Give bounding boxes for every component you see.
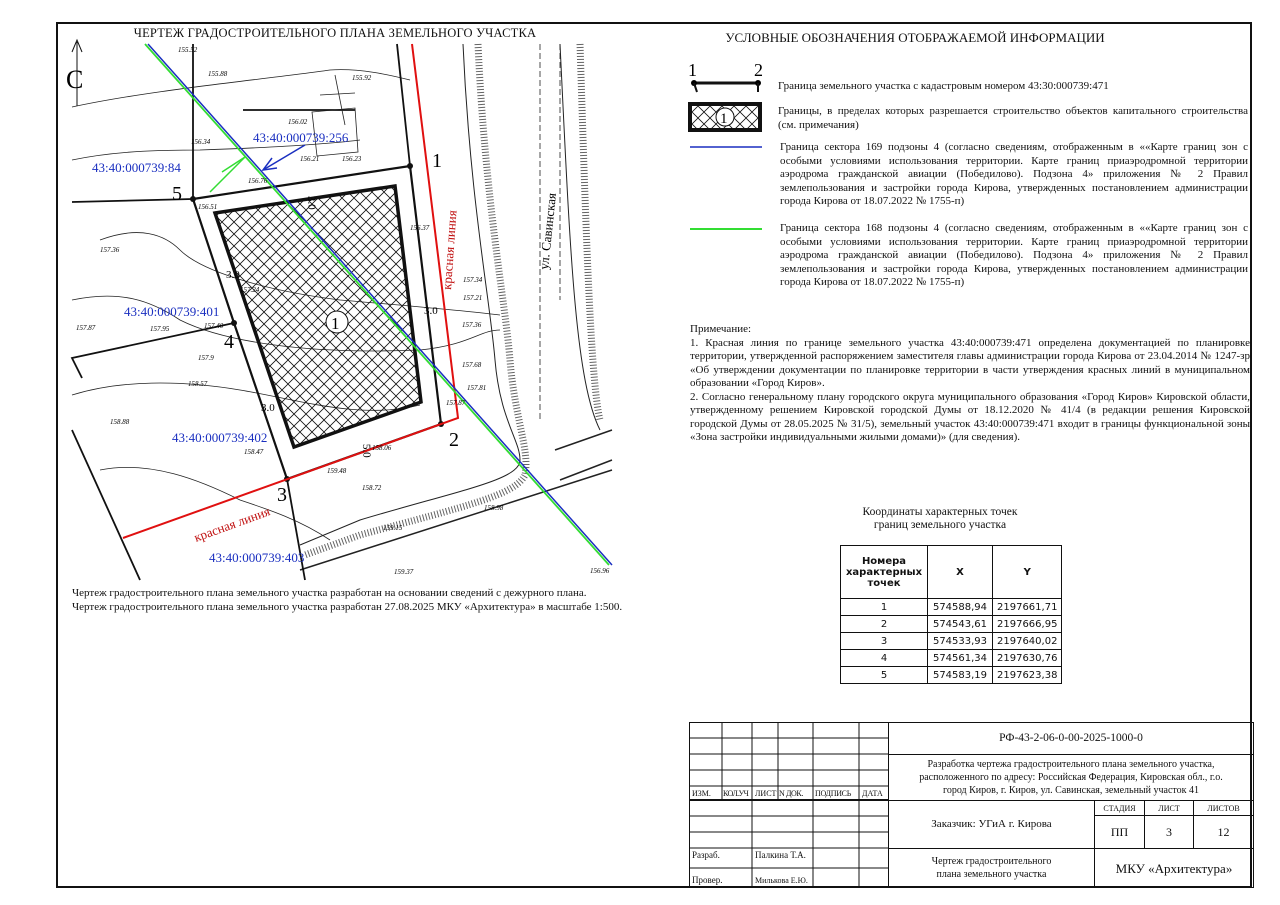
svg-text:157.68: 157.68: [462, 361, 482, 369]
svg-text:158.72: 158.72: [362, 484, 382, 492]
svg-text:157.95: 157.95: [150, 325, 170, 333]
legend-item-sector-169: Граница сектора 169 подзоны 4 (согласно сведениям, отображенным в ««Карте границ зон с особыми условиями использования территории. Карте границ приаэродромной территории аэродрома гражданской авиации (Победилово). Подзона 4» приложения № 2 Правил землепользования и застройки города Кирова, утвержденных постановлением администрации города Кирова от 18.07.2022 № 1755-п): [780, 141, 1248, 207]
table-row: 1 574588,94 2197661,71: [841, 599, 1062, 616]
svg-text:157.87: 157.87: [446, 399, 466, 407]
map-title: ЧЕРТЕЖ ГРАДОСТРОИТЕЛЬНОГО ПЛАНА ЗЕМЕЛЬНОГО УЧАСТКА: [133, 26, 537, 40]
customer: Заказчик: УГиА г. Кирова: [888, 800, 1095, 849]
svg-text:156.21: 156.21: [300, 155, 320, 163]
sheet-value: 3: [1144, 815, 1194, 849]
sector-pointer-arrows-icon: [210, 157, 245, 192]
coordinates-title: Координаты характерных точек границ земельного участка: [862, 506, 1018, 531]
project-description: Разработка чертежа градостроительного плана земельного участка, расположенного по адресу: Российская Федерация, Кировская обл., г.о. город Киров, г. Киров, ул. Савинская, земельный участок 41: [888, 754, 1254, 801]
note-2: 2. Согласно генеральному плану городского округа муниципального образования «Город Киров» Кировской области, утвержденному решением Кировской городской Думы от 18.12.2020 № 41/4 (в редакции решения Кировской городской Думы от 28.05.2025 № 31/5), земельный участок 43:40:000739:471 входит в границы функциональной зоны «Зона застройки индивидуальными жилыми домами)» (для сведения).: [690, 390, 1250, 443]
drawing-name: Чертеж градостроительного плана земельного участка: [888, 848, 1095, 888]
svg-text:2: 2: [449, 429, 459, 451]
table-row: 5 574583,19 2197623,38: [841, 667, 1062, 684]
organization: МКУ «Архитектура»: [1094, 848, 1254, 888]
svg-text:43:40:000739:401: 43:40:000739:401: [124, 304, 220, 319]
svg-text:155.52: 155.52: [178, 46, 198, 54]
zone-number: 1: [331, 314, 340, 333]
svg-text:156.37: 156.37: [410, 224, 430, 232]
svg-text:1: 1: [688, 60, 697, 80]
document-code: РФ-43-2-06-0-00-2025-1000-0: [888, 722, 1254, 755]
source-note-1: Чертеж градостроительного плана земельного участка разработан на основании сведений с дежурного плана.: [72, 587, 587, 599]
svg-text:1: 1: [720, 111, 728, 127]
svg-text:159.15: 159.15: [383, 524, 403, 532]
svg-text:155.92: 155.92: [352, 74, 372, 82]
svg-text:5: 5: [172, 183, 182, 205]
svg-text:158.06: 158.06: [372, 444, 392, 452]
sheets-value: 12: [1193, 815, 1254, 849]
checked-label: Провер.: [692, 875, 723, 885]
checked-by: Милькова Е.Ю.: [755, 876, 808, 885]
legend-item-buildable: Границы, в пределах которых разрешается строительство объектов капитального строительства (см. примечания): [778, 105, 1248, 131]
svg-text:156.02: 156.02: [288, 118, 308, 126]
svg-text:157.36: 157.36: [462, 321, 482, 329]
source-notes: [72, 586, 622, 614]
source-note-2: Чертеж градостроительного плана земельного участка разработан 27.08.2025 МКУ «Архитектура» в масштабе 1:500.: [72, 601, 623, 613]
svg-text:157.36: 157.36: [100, 246, 120, 254]
street-name: ул. Савинская: [536, 192, 560, 271]
table-header-row: Номера характерных точек X Y: [841, 546, 1062, 599]
legend-title: УСЛОВНЫЕ ОБОЗНАЧЕНИЯ ОТОБРАЖАЕМОЙ ИНФОРМАЦИИ: [725, 30, 1105, 45]
developed-by: Палкина Т.А.: [755, 850, 806, 860]
notes: [690, 323, 1250, 445]
red-line-label-2: красная линия: [191, 503, 272, 545]
svg-text:157.87: 157.87: [76, 324, 96, 332]
title-block: ИЗМ. КОЛ.УЧ ЛИСТ N ДОК. ПОДПИСЬ ДАТА Разраб. Палкина Т.А. Провер. Милькова Е.Ю. РФ-43-2-06-0-00-2025-1000-0 Разработка чертежа градостроительного плана земельного участка, расположенного по адресу: Российская Федерация, Кировская обл., г.о. город Киров, г. Киров, ул. Савинская, земельный участок 41 Заказчик: УГиА г. Кирова СТАДИЯ ЛИСТ ЛИСТОВ ПП 3 12 Чертеж градостроительного плана земельного участка МКУ «Архитектура»: [689, 722, 1254, 888]
svg-text:С: С: [66, 65, 84, 94]
svg-text:159.37: 159.37: [394, 568, 414, 576]
svg-text:4: 4: [224, 331, 234, 353]
svg-text:155.88: 155.88: [208, 70, 228, 78]
svg-text:157.24: 157.24: [240, 286, 260, 294]
legend-item-sector-168: Граница сектора 168 подзоны 4 (согласно сведениям, отображенным в ««Карте границ зон с особыми условиями использования территории. Карте границ приаэродромной территории аэродрома гражданской авиации (Победилово). Подзона 4» приложения № 2 Правил землепользования и застройки города Кирова, утвержденных постановлением администрации города Кирова от 18.07.2022 № 1755-п): [780, 222, 1248, 288]
svg-text:3.0: 3.0: [261, 402, 275, 414]
svg-text:1: 1: [432, 150, 442, 172]
svg-text:43:40:000739:403: 43:40:000739:403: [209, 550, 305, 565]
notes-title: Примечание:: [690, 323, 752, 335]
parcel-256-arrow-icon: [263, 145, 305, 170]
table-row: 3 574533,93 2197640,02: [841, 633, 1062, 650]
svg-text:158.47: 158.47: [244, 448, 264, 456]
buildable-zone-symbol-icon: [690, 104, 760, 130]
svg-text:158.88: 158.88: [110, 418, 130, 426]
svg-text:158.57: 158.57: [188, 380, 208, 388]
svg-text:3.0: 3.0: [305, 195, 318, 210]
legend-symbols: [686, 58, 776, 238]
svg-text:157.40: 157.40: [204, 322, 224, 330]
svg-text:159.48: 159.48: [327, 467, 347, 475]
svg-text:43:40:000739:402: 43:40:000739:402: [172, 430, 268, 445]
svg-text:2: 2: [754, 60, 763, 80]
svg-text:157.9: 157.9: [198, 354, 214, 362]
svg-text:3.0: 3.0: [226, 269, 240, 281]
svg-text:158.98: 158.98: [484, 504, 504, 512]
table-row: 4 574561,34 2197630,76: [841, 650, 1062, 667]
svg-text:3: 3: [277, 484, 287, 506]
developed-label: Разраб.: [692, 850, 720, 860]
svg-text:156.34: 156.34: [191, 138, 211, 146]
svg-text:3.0: 3.0: [424, 305, 438, 317]
revision-grid: [689, 722, 889, 888]
svg-text:43:40:000739:84: 43:40:000739:84: [92, 160, 181, 175]
legend-item-parcel: Граница земельного участка с кадастровым номером 43:30:000739:471: [778, 80, 1109, 92]
note-1: 1. Красная линия по границе земельного участка 43:40:000739:471 определена документацией по планировке территории, утвержденной распоряжением заместителя главы администрации города Кирова от 23.04.2014 № 1247-зр «Об утверждении документации по планировке территории в части утверждения красных линий в муниципальном образовании «Город Киров».: [690, 336, 1250, 389]
svg-text:156.76: 156.76: [248, 177, 268, 185]
svg-text:156.23: 156.23: [342, 155, 362, 163]
svg-text:157.21: 157.21: [463, 294, 483, 302]
svg-text:156.96: 156.96: [590, 567, 610, 575]
svg-text:157.34: 157.34: [463, 276, 483, 284]
parcel-boundary-symbol-icon: [688, 60, 763, 92]
svg-text:43:40:000739:256: 43:40:000739:256: [253, 130, 349, 145]
svg-text:5.0: 5.0: [360, 443, 373, 458]
north-arrow-icon: [66, 40, 83, 106]
stage-value: ПП: [1094, 815, 1145, 849]
red-line-label: красная линия: [439, 209, 460, 291]
coordinates-table: [840, 545, 1062, 684]
table-row: 2 574543,61 2197666,95: [841, 616, 1062, 633]
svg-text:157.81: 157.81: [467, 384, 487, 392]
svg-text:156.51: 156.51: [198, 203, 218, 211]
